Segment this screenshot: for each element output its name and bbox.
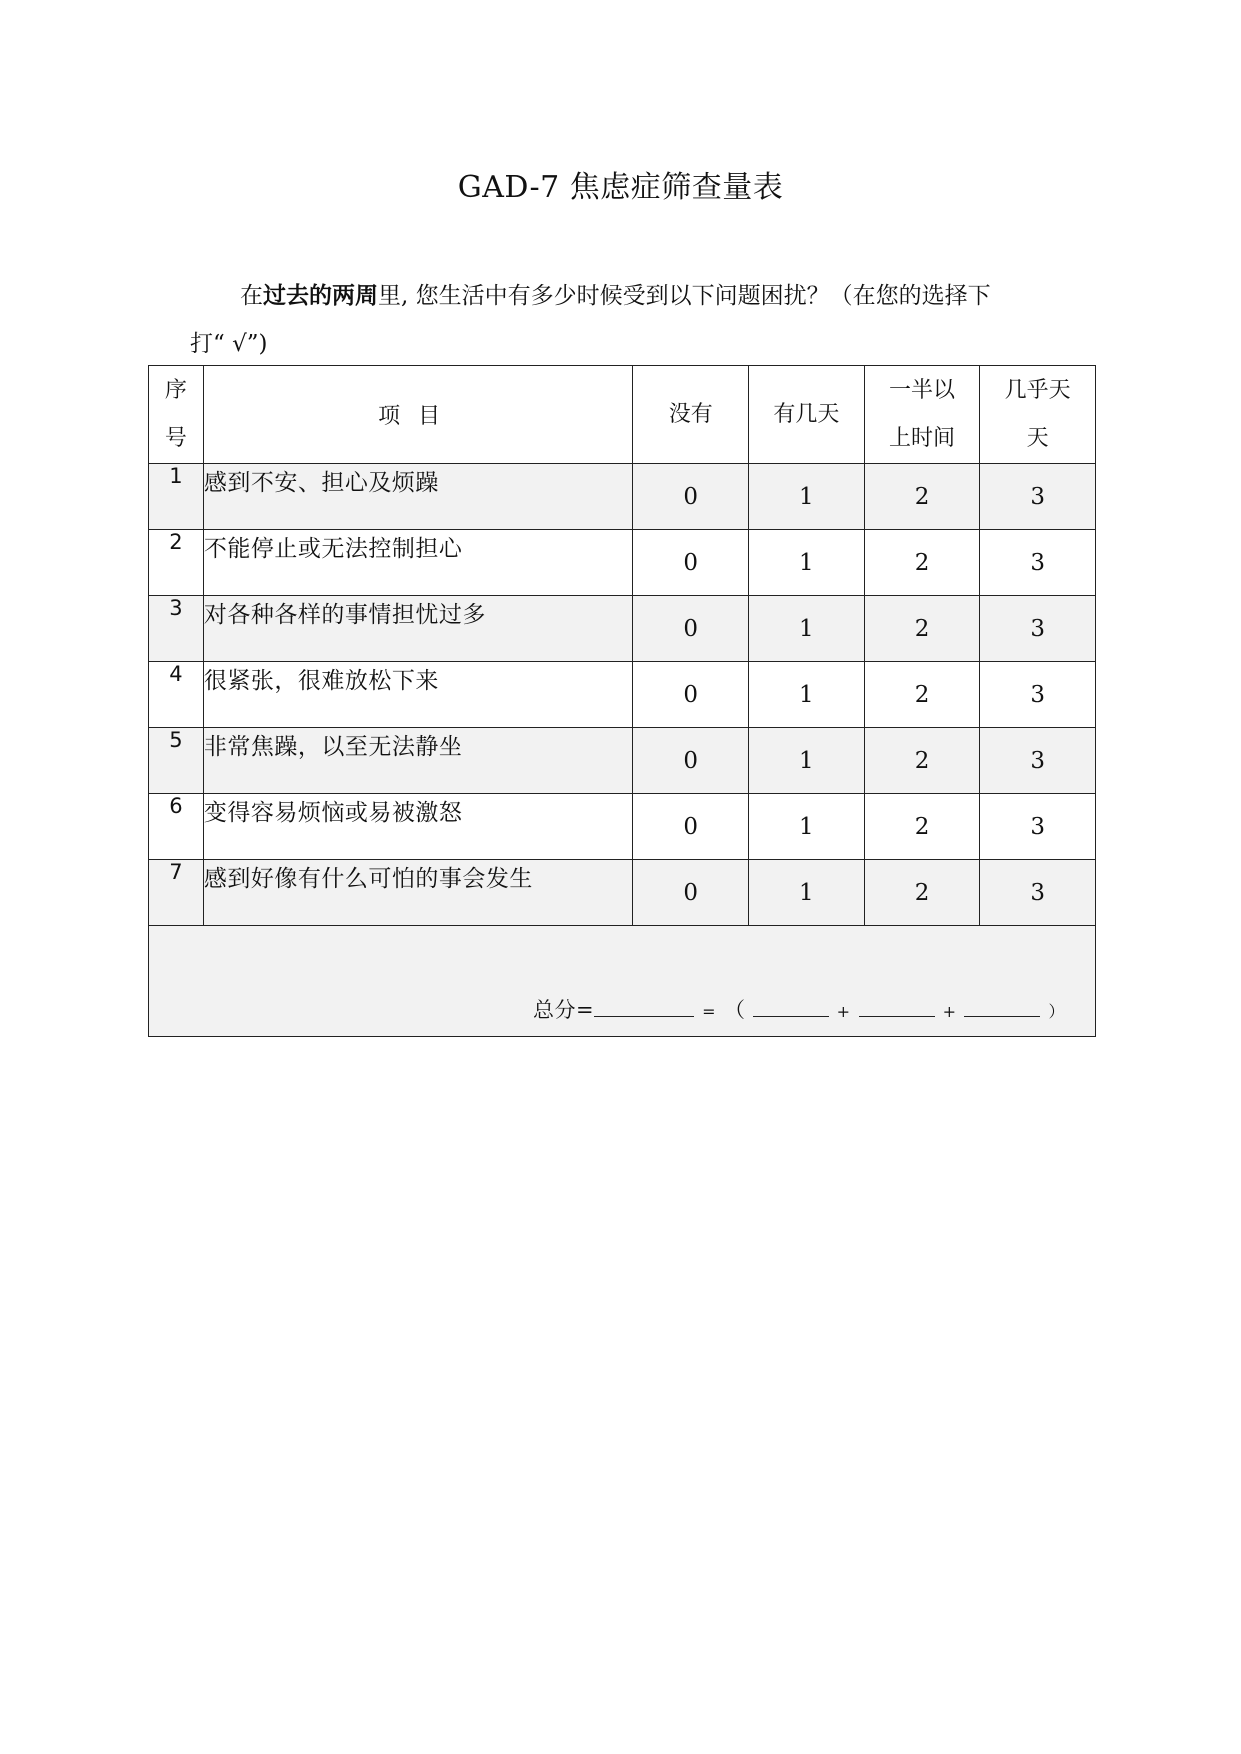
- subtotal-blank-3[interactable]: [964, 998, 1040, 1017]
- instructions-line-1: [190, 272, 1090, 320]
- row-item: 不能停止或无法控制担心: [203, 530, 633, 596]
- table-row: [149, 530, 1096, 596]
- total-row: [149, 926, 1096, 1037]
- score-option-1[interactable]: 1: [749, 662, 865, 728]
- table-row: [149, 464, 1096, 530]
- instructions-emphasis: 过去的两周: [263, 282, 378, 309]
- total-equals: =: [702, 1002, 716, 1021]
- row-item: 很紧张，很难放松下来: [203, 662, 633, 728]
- score-option-3[interactable]: 3: [980, 596, 1096, 662]
- score-option-3[interactable]: 3: [980, 530, 1096, 596]
- header-option-more-than-half: [864, 366, 980, 464]
- row-seq: 3: [149, 596, 204, 662]
- total-score-blank[interactable]: [594, 998, 694, 1017]
- score-option-3[interactable]: 3: [980, 662, 1096, 728]
- score-option-0[interactable]: 0: [633, 728, 749, 794]
- score-option-0[interactable]: 0: [633, 662, 749, 728]
- score-option-2[interactable]: 2: [864, 530, 980, 596]
- instructions: [190, 272, 1090, 368]
- plus-sign: +: [942, 1002, 957, 1021]
- score-option-3[interactable]: 3: [980, 728, 1096, 794]
- header-seq-line-1: 序: [164, 377, 187, 403]
- row-item: 感到好像有什么可怕的事会发生: [203, 860, 633, 926]
- header-option-nearly-every-day-line-1: 几乎天: [1004, 377, 1071, 403]
- header-option-nearly-every-day: [980, 366, 1096, 464]
- header-item: 项目: [203, 366, 633, 464]
- score-option-0[interactable]: 0: [633, 860, 749, 926]
- score-option-2[interactable]: 2: [864, 794, 980, 860]
- table-row: [149, 662, 1096, 728]
- score-option-2[interactable]: 2: [864, 860, 980, 926]
- score-option-1[interactable]: 1: [749, 794, 865, 860]
- table-header-row: [149, 366, 1096, 464]
- score-option-2[interactable]: 2: [864, 728, 980, 794]
- row-seq: 1: [149, 464, 204, 530]
- row-seq: 5: [149, 728, 204, 794]
- table-row: [149, 794, 1096, 860]
- total-label: 总分=: [532, 998, 595, 1022]
- row-item: 非常焦躁，以至无法静坐: [203, 728, 633, 794]
- instructions-rest: 里, 您生活中有多少时候受到以下问题困扰？（在您的选择下: [378, 283, 991, 309]
- row-seq: 4: [149, 662, 204, 728]
- instructions-line-2: 打“ √”): [190, 331, 268, 357]
- instructions-prefix: 在: [240, 283, 263, 309]
- score-option-3[interactable]: 3: [980, 860, 1096, 926]
- total-close-paren: ）: [1048, 1002, 1065, 1021]
- score-option-1[interactable]: 1: [749, 596, 865, 662]
- score-option-2[interactable]: 2: [864, 662, 980, 728]
- total-cell: [149, 926, 1096, 1037]
- row-seq: 6: [149, 794, 204, 860]
- row-item: 感到不安、担心及烦躁: [203, 464, 633, 530]
- score-option-0[interactable]: 0: [633, 794, 749, 860]
- row-seq: 2: [149, 530, 204, 596]
- score-option-1[interactable]: 1: [749, 464, 865, 530]
- header-option-more-than-half-line-1: 一半以: [889, 377, 956, 403]
- score-option-3[interactable]: 3: [980, 794, 1096, 860]
- score-option-2[interactable]: 2: [864, 464, 980, 530]
- score-option-1[interactable]: 1: [749, 530, 865, 596]
- header-option-none: 没有: [633, 366, 749, 464]
- row-item: 变得容易烦恼或易被激怒: [203, 794, 633, 860]
- gad7-table: [148, 365, 1096, 1037]
- plus-sign: +: [836, 1002, 851, 1021]
- header-seq: [149, 366, 204, 464]
- subtotal-blank-1[interactable]: [753, 998, 829, 1017]
- header-option-nearly-every-day-line-2: 天: [1026, 425, 1049, 451]
- subtotal-blank-2[interactable]: [859, 998, 935, 1017]
- score-option-3[interactable]: 3: [980, 464, 1096, 530]
- score-option-1[interactable]: 1: [749, 728, 865, 794]
- header-seq-line-2: 号: [164, 425, 187, 451]
- row-item: 对各种各样的事情担忧过多: [203, 596, 633, 662]
- row-seq: 7: [149, 860, 204, 926]
- table-row: [149, 728, 1096, 794]
- score-option-0[interactable]: 0: [633, 464, 749, 530]
- score-option-1[interactable]: 1: [749, 860, 865, 926]
- total-open-paren: （: [723, 998, 746, 1022]
- score-option-0[interactable]: 0: [633, 596, 749, 662]
- header-option-several-days: 有几天: [749, 366, 865, 464]
- header-option-more-than-half-line-2: 上时间: [889, 425, 956, 451]
- score-option-2[interactable]: 2: [864, 596, 980, 662]
- page-title: GAD-7 焦虑症筛查量表: [457, 170, 784, 205]
- table-row: [149, 596, 1096, 662]
- total-score-line: [533, 998, 1073, 1022]
- table-row: [149, 860, 1096, 926]
- score-option-0[interactable]: 0: [633, 530, 749, 596]
